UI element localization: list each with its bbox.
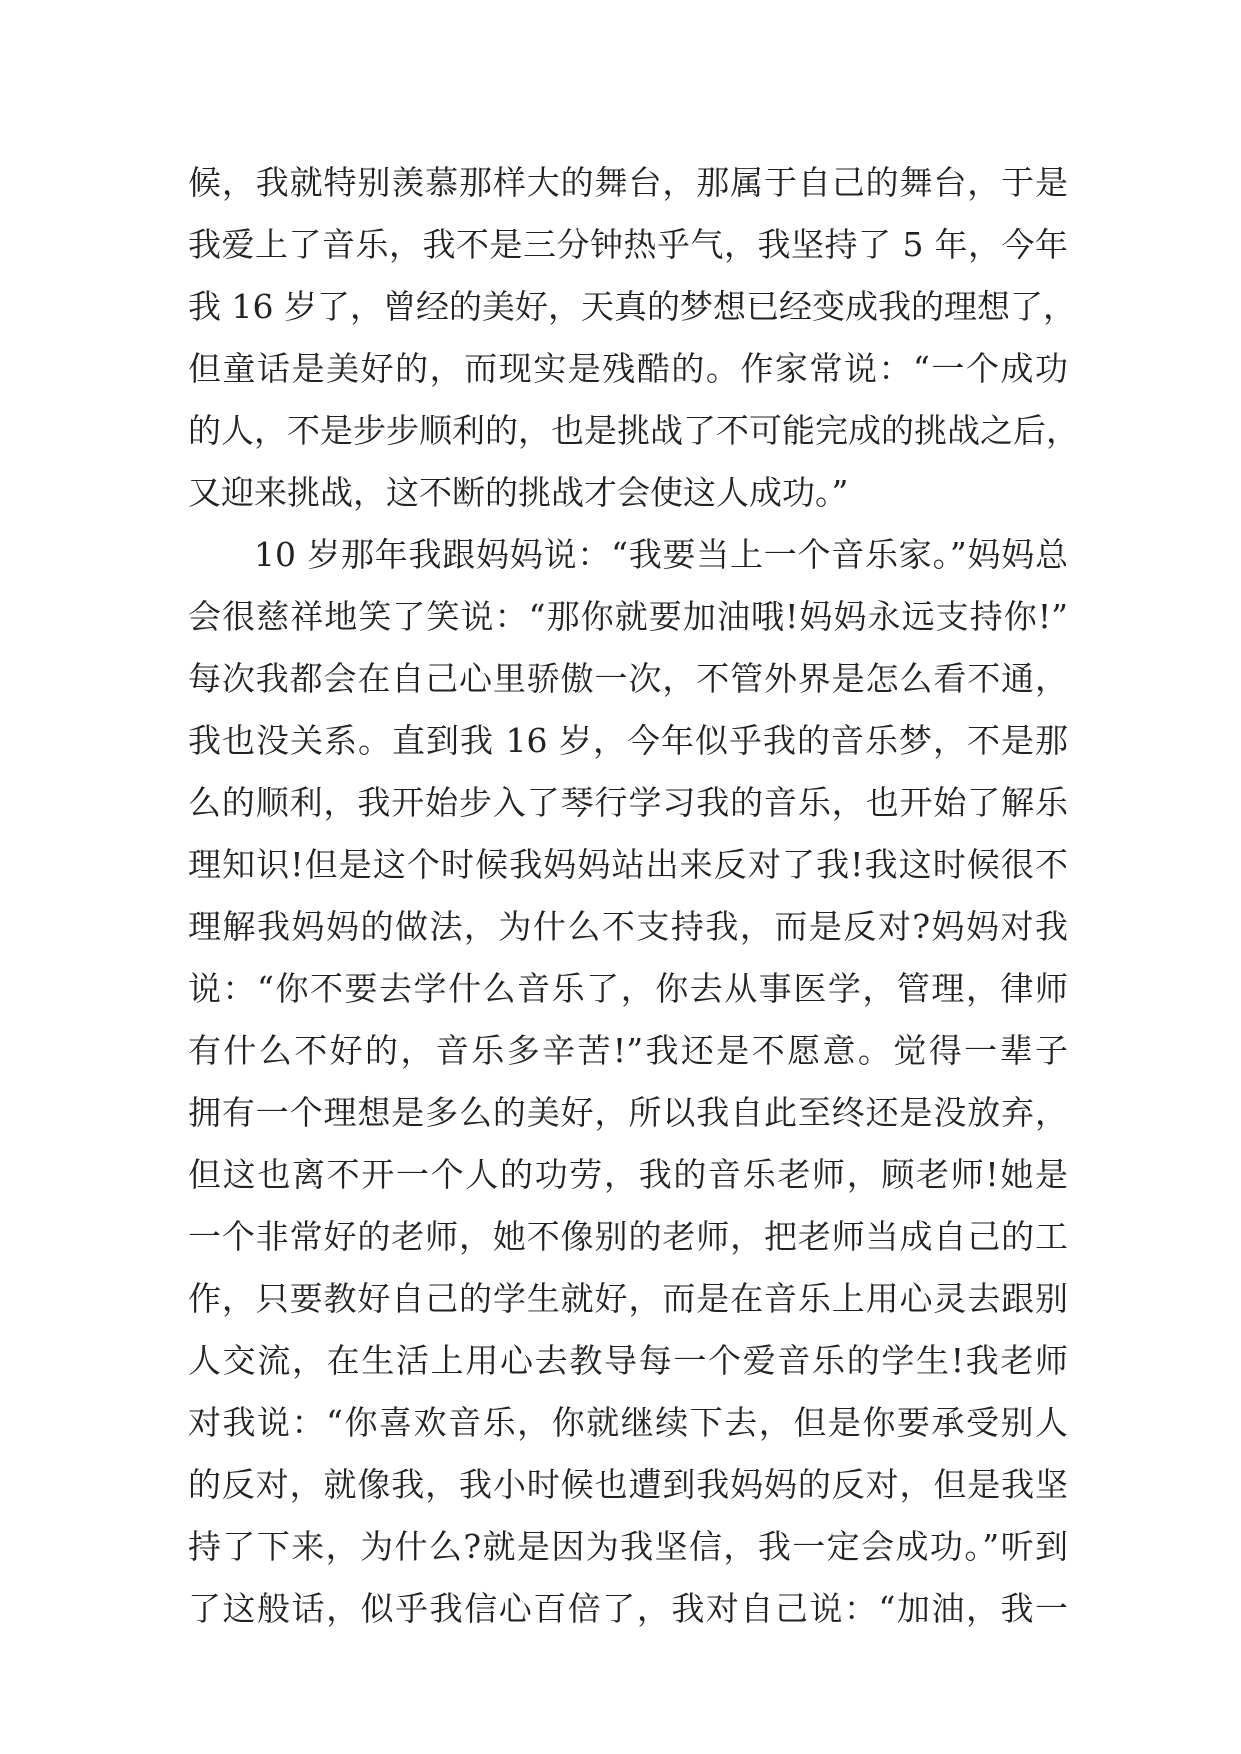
paragraph-line: 人交流，在生活上用心去教导每一个爱音乐的学生!我老师 — [188, 1341, 1068, 1380]
paragraph-line: 么的顺利，我开始步入了琴行学习我的音乐，也开始了解乐 — [188, 783, 1068, 822]
paragraph-line: 每次我都会在自己心里骄傲一次，不管外界是怎么看不通， — [188, 659, 1068, 698]
paragraph-line: 但童话是美好的，而现实是残酷的。作家常说：“一个成功 — [188, 349, 1068, 388]
paragraph-line: 我也没关系。直到我 16 岁，今年似乎我的音乐梦，不是那 — [188, 721, 1068, 760]
paragraph-line: 对我说：“你喜欢音乐，你就继续下去，但是你要承受别人 — [188, 1403, 1068, 1442]
paragraph-line: 又迎来挑战，这不断的挑战才会使这人成功。” — [188, 473, 849, 512]
paragraph-line: 但这也离不开一个人的功劳，我的音乐老师，顾老师!她是 — [188, 1155, 1068, 1194]
paragraph-line: 理知识!但是这个时候我妈妈站出来反对了我!我这时候很不 — [188, 845, 1068, 884]
paragraph-line: 我爱上了音乐，我不是三分钟热乎气，我坚持了 5 年，今年 — [188, 225, 1068, 264]
paragraph-line: 10 岁那年我跟妈妈说：“我要当上一个音乐家。”妈妈总 — [254, 535, 1068, 574]
paragraph-line: 候，我就特别羡慕那样大的舞台，那属于自己的舞台，于是 — [188, 163, 1068, 202]
paragraph-line: 持了下来，为什么?就是因为我坚信，我一定会成功。”听到 — [188, 1527, 1068, 1566]
paragraph-line: 说：“你不要去学什么音乐了，你去从事医学，管理，律师 — [188, 969, 1068, 1008]
paragraph-line: 的人，不是步步顺利的，也是挑战了不可能完成的挑战之后， — [188, 411, 1079, 450]
document-body — [188, 152, 1079, 1640]
paragraph-line: 我 16 岁了，曾经的美好，天真的梦想已经变成我的理想了， — [188, 287, 1076, 326]
paragraph-line: 理解我妈妈的做法，为什么不支持我，而是反对?妈妈对我 — [188, 907, 1068, 946]
paragraph-line: 了这般话，似乎我信心百倍了，我对自己说：“加油，我一 — [188, 1589, 1068, 1628]
paragraph-line: 一个非常好的老师，她不像别的老师，把老师当成自己的工 — [188, 1217, 1068, 1256]
paragraph-line: 有什么不好的，音乐多辛苦!”我还是不愿意。觉得一辈子 — [188, 1031, 1068, 1070]
paragraph-line: 会很慈祥地笑了笑说：“那你就要加油哦!妈妈永远支持你!” — [188, 597, 1068, 636]
paragraph-line: 的反对，就像我，我小时候也遭到我妈妈的反对，但是我坚 — [188, 1465, 1068, 1504]
paragraph-line: 拥有一个理想是多么的美好，所以我自此至终还是没放弃， — [188, 1093, 1068, 1132]
paragraph-line: 作，只要教好自己的学生就好，而是在音乐上用心灵去跟别 — [188, 1279, 1068, 1318]
